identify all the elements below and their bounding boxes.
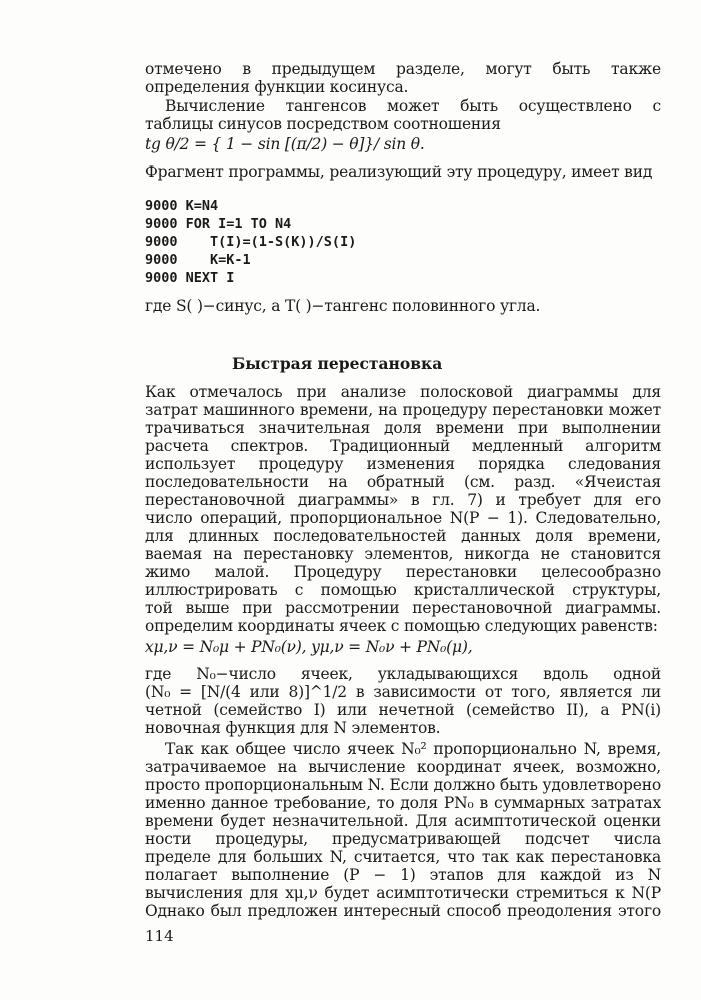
fragment-intro: Фрагмент программы, реализующий эту процедуру, имеет вид	[145, 163, 653, 181]
text-line: жимо малой. Процедуру перестановки целесообразно	[145, 563, 661, 581]
text-line: времени будет незначительной. Для асимптотической оценки	[145, 812, 661, 830]
text-line: таблицы синусов посредством соотношения	[145, 115, 501, 133]
text-line: ваемая на перестановку элементов, никогда не становится	[145, 545, 661, 563]
text-line: пределе для больших N, считается, что так как перестановка	[145, 848, 661, 866]
text-line: иллюстрировать с помощью кристаллической структуры,	[145, 581, 661, 599]
text-line: четной (семейство I) или нечетной (семейство II), а PN(i)	[145, 701, 661, 719]
text-line: (N₀ = [N/(4 или 8)]^1/2 в зависимости от того, является ли	[145, 683, 661, 701]
text-line: число операций, пропорциональное N(P − 1). Следовательно,	[145, 509, 661, 527]
text-line: для длинных последовательностей данных доля времени,	[145, 527, 661, 545]
formula-coordinates: xμ,ν = N₀μ + PN₀(ν), yμ,ν = N₀ν + PN₀(μ),	[145, 638, 473, 656]
text-line: отмечено в предыдущем разделе, могут быть также	[145, 60, 661, 78]
text-line: Как отмечалось при анализе полосковой диаграммы для	[145, 383, 661, 401]
text-line: Вычисление тангенсов может быть осуществлено с	[165, 97, 661, 115]
text-line: именно данное требование, то доля PN₀ в суммарных затратах	[145, 794, 661, 812]
text-line: перестановочной диаграммы» в гл. 7) и требует для его	[145, 491, 661, 509]
text-line: затрачиваемое на вычисление координат ячеек, возможно,	[145, 758, 661, 776]
code-line: 9000 K=N4	[145, 198, 219, 214]
code-line: 9000 K=K-1	[145, 252, 251, 268]
text-line: определения функции косинуса.	[145, 78, 409, 96]
text-line: той выше при рассмотрении перестановочной диаграммы.	[145, 599, 661, 617]
code-note: где S( )−синус, а T( )−тангенс половинного угла.	[145, 297, 541, 315]
text-line: полагает выполнение (P − 1) этапов для каждой из N	[145, 866, 661, 884]
section-heading: Быстрая перестановка	[232, 354, 443, 373]
text-line: ности процедуры, предусматривающей подсчет числа	[145, 830, 661, 848]
code-line: 9000 T(I)=(1-S(K))/S(I)	[145, 234, 357, 250]
text-line: просто пропорциональным N. Если должно быть удовлетворено	[145, 776, 661, 794]
code-line: 9000 NEXT I	[145, 270, 235, 286]
text-line: Так как общее число ячеек N₀² пропорционально N, время,	[165, 740, 661, 758]
text-line: определим координаты ячеек с помощью следующих равенств:	[145, 617, 658, 635]
text-line: расчета спектров. Традиционный медленный алгоритм	[145, 437, 661, 455]
text-line: использует процедуру изменения порядка следования	[145, 455, 661, 473]
text-line: Однако был предложен интересный способ преодоления этого	[145, 902, 661, 920]
formula-tangent: tg θ/2 = { 1 − sin [(π/2) − θ]}/ sin θ.	[145, 135, 425, 153]
page-number: 114	[145, 927, 174, 945]
text-line: новочная функция для N элементов.	[145, 719, 441, 737]
text-line: трачиваться значительная доля времени при выполнении	[145, 419, 661, 437]
text-line: вычисления для xμ,ν будет асимптотически стремиться к N(P	[145, 884, 661, 902]
text-line: где N₀−число ячеек, укладывающихся вдоль одной	[145, 665, 661, 683]
text-line: последовательности на обратный (см. разд. «Ячеистая	[145, 473, 661, 491]
code-line: 9000 FOR I=1 TO N4	[145, 216, 292, 232]
text-line: затрат машинного времени, на процедуру перестановки может	[145, 401, 661, 419]
